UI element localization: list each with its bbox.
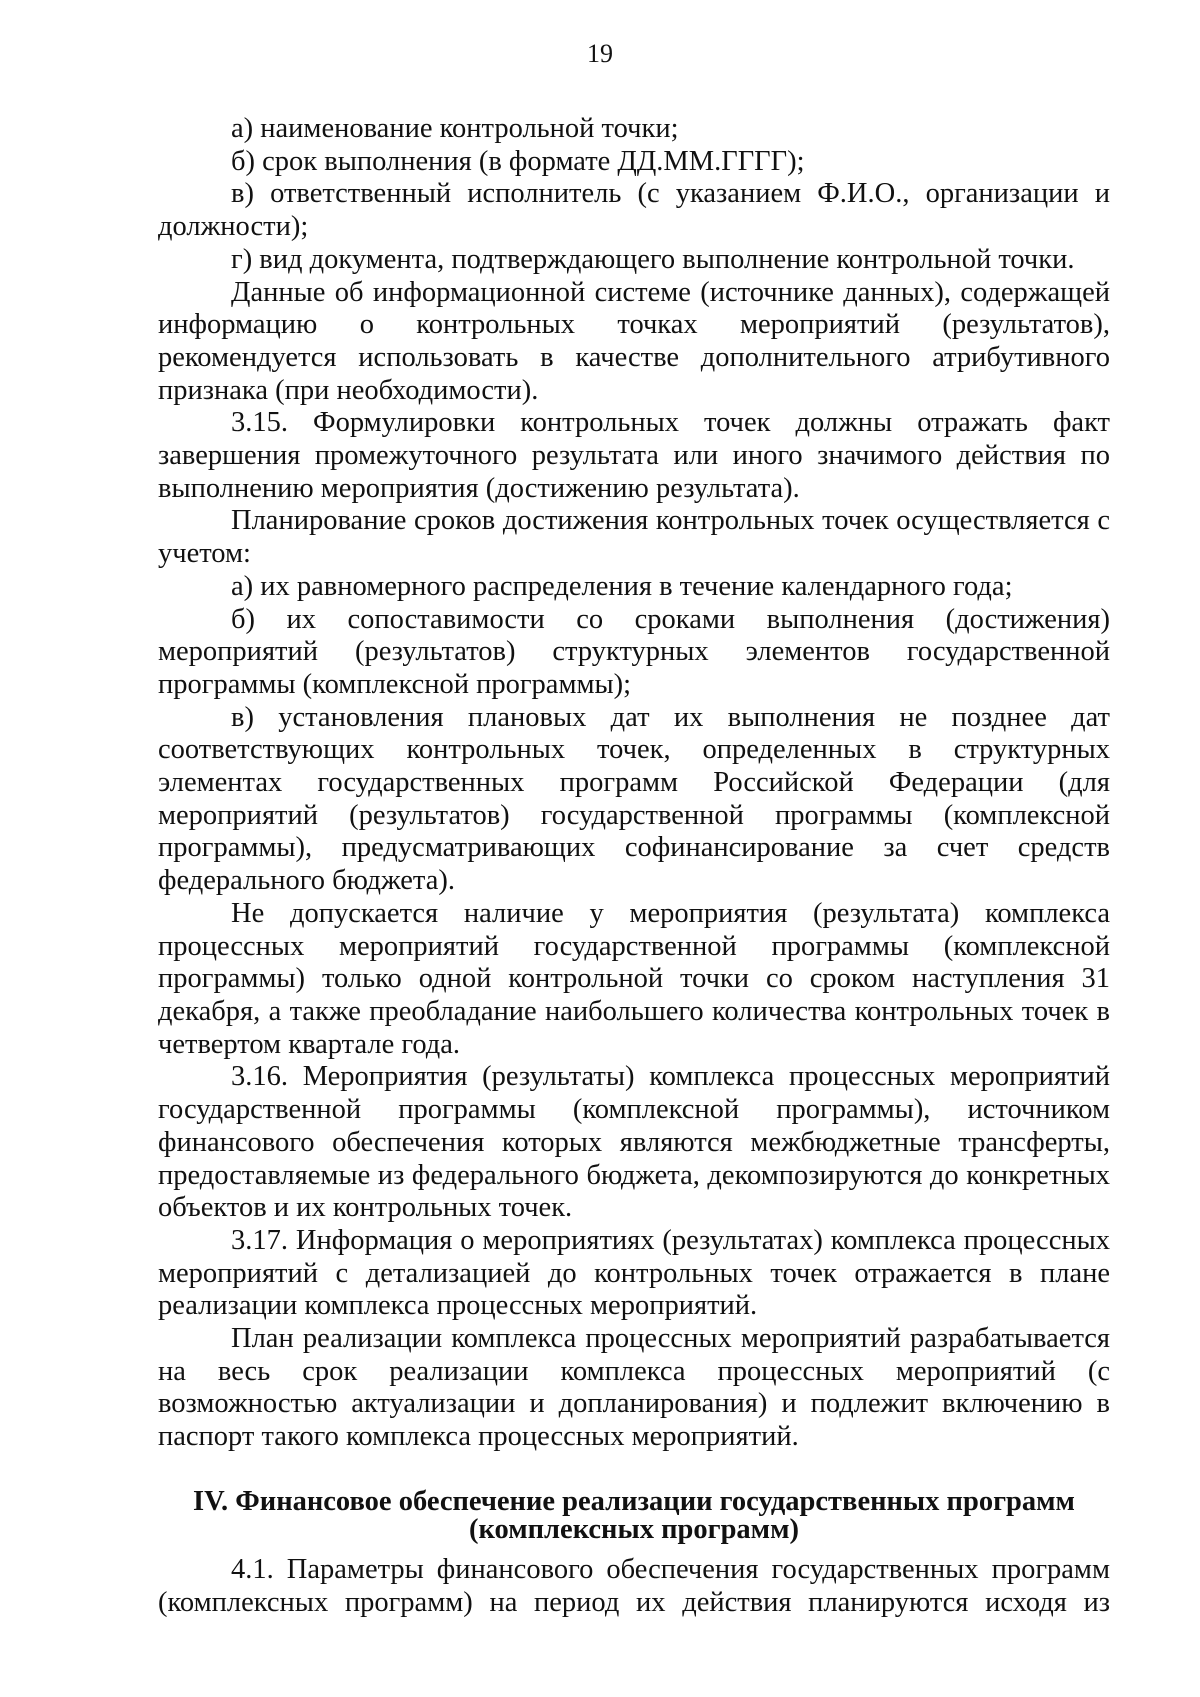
planning-item-b: б) их сопоставимости со сроками выполнения (достижения) мероприятий (результатов) структурных элементов государственной программы (комплексной программы); [158,603,1110,700]
section-heading-line-1: IV. Финансовое обеспечение реализации государственных программ [193,1485,1075,1517]
paragraph-info-system: Данные об информационной системе (источнике данных), содержащей информацию о контрольных точках мероприятий (результатов), рекомендуется использовать в качестве дополнительного атрибутивного признака (при необходимости). [158,276,1110,406]
list-item-g: г) вид документа, подтверждающего выполнение контрольной точки. [231,243,1075,275]
planning-item-a: а) их равномерного распределения в течение календарного года; [231,570,1013,602]
list-item-v: в) ответственный исполнитель (с указанием Ф.И.О., организации и должности); [158,178,1110,243]
paragraph-planning-intro: Планирование сроков достижения контрольных точек осуществляется с учетом: [158,505,1110,570]
paragraph-4-1: 4.1. Параметры финансового обеспечения государственных программ (комплексных программ) на период их действия планируются исходя из [158,1553,1110,1618]
section-heading-line-2: (комплексных программ) [468,1513,799,1545]
list-item-a: а) наименование контрольной точки; [231,113,679,144]
list-item-b: б) срок выполнения (в формате ДД.ММ.ГГГГ); [231,145,805,177]
paragraph-3-17: 3.17. Информация о мероприятиях (результатах) комплекса процессных мероприятий с детализацией до контрольных точек отражается в плане реализации комплекса процессных мероприятий. [158,1224,1110,1322]
paragraph-not-allowed: Не допускается наличие у мероприятия (результата) комплекса процессных мероприятий государственной программы (комплексной программы) только одной контрольной точки со сроком наступления 31 декабря, а также преобладание наибольшего количества контрольных точек в четвертом квартале года. [158,897,1110,1060]
page-number: 19 [587,39,613,68]
section-heading [158,1485,1110,1545]
paragraph-plan: План реализации комплекса процессных мероприятий разрабатывается на весь срок реализации комплекса процессных мероприятий (с возможностью актуализации и допланирования) и подлежит включению в паспорт такого комплекса процессных мероприятий. [158,1323,1110,1453]
document-body [158,113,1110,1619]
paragraph-3-16: 3.16. Мероприятия (результаты) комплекса процессных мероприятий государственной программы (комплексной программы), источником финансового обеспечения которых являются межбюджетные трансферты, предоставляемые из федерального бюджета, декомпозируются до конкретных объектов и их контрольных точек. [158,1061,1110,1224]
paragraph-3-15: 3.15. Формулировки контрольных точек должны отражать факт завершения промежуточного результата или иного значимого действия по выполнению мероприятия (достижению результата). [158,407,1110,504]
planning-item-v: в) установления плановых дат их выполнения не позднее дат соответствующих контрольных точек, определенных в структурных элементах государственных программ Российской Федерации (для мероприятий (результатов) государственной программы (комплексной программы), предусматривающих софинансирование за счет средств федерального бюджета). [158,701,1110,897]
